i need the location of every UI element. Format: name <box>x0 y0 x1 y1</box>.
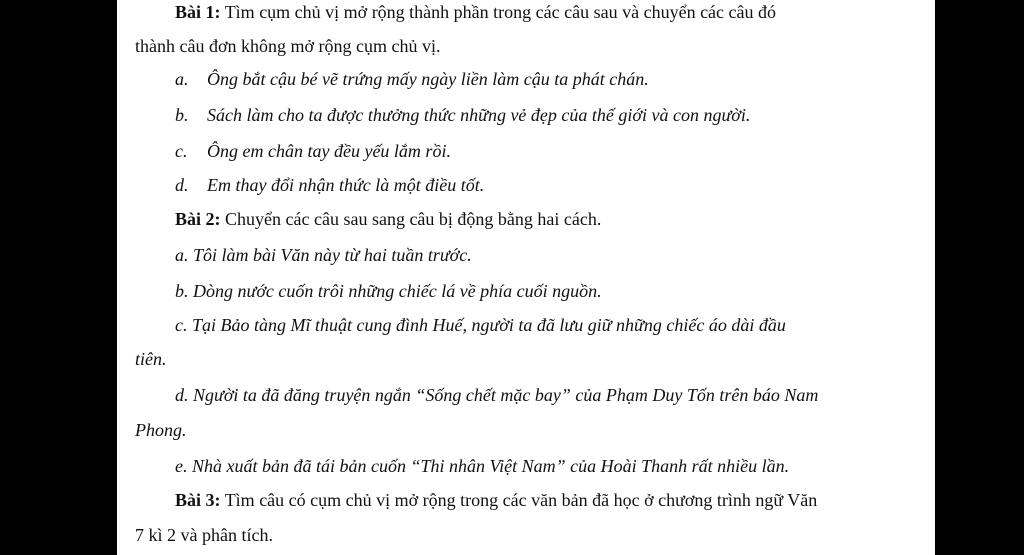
bai1-item-c <box>175 140 451 162</box>
bai2-heading-line <box>175 208 601 230</box>
bai2-item-e: e. Nhà xuất bản đã tái bản cuốn “Thi nhân Việt Nam” của Hoài Thanh rất nhiều lần. <box>175 456 790 476</box>
bai1-label: Bài 1: <box>175 2 221 22</box>
bai2-text: Chuyển các câu sau sang câu bị động bằng hai cách. <box>220 209 602 229</box>
bai1-item-b-marker: b. <box>175 105 189 125</box>
bai1-item-b <box>175 104 750 126</box>
document-page <box>117 0 935 555</box>
bai1-item-a-text: Ông bắt cậu bé vẽ trứng mấy ngày liền làm cậu ta phát chán. <box>207 69 649 89</box>
bai3-text-line2: 7 kì 2 và phân tích. <box>135 525 273 545</box>
bai3-heading-line <box>175 489 817 511</box>
bai1-item-c-marker: c. <box>175 141 188 161</box>
bai2-item-c-cont: tiên. <box>135 349 167 369</box>
bai2-item-b: b. Dòng nước cuốn trôi những chiếc lá về phía cuối nguồn. <box>175 281 602 301</box>
bai2-label: Bài 2: <box>175 209 221 229</box>
bai2-item-a: a. Tôi làm bài Văn này từ hai tuần trước. <box>175 245 472 265</box>
bai1-item-d-marker: d. <box>175 175 189 195</box>
bai1-item-a <box>175 68 649 90</box>
bai1-text-line2: thành câu đơn không mở rộng cụm chủ vị. <box>135 36 441 56</box>
bai1-item-d <box>175 174 484 196</box>
bai2-item-c: c. Tại Bảo tàng Mĩ thuật cung đình Huế, người ta đã lưu giữ những chiếc áo dài đầu <box>175 315 786 335</box>
bai1-heading-line <box>175 1 776 23</box>
bai3-label: Bài 3: <box>175 490 221 510</box>
bai1-text-line1: Tìm cụm chủ vị mở rộng thành phần trong các câu sau và chuyển các câu đó <box>220 2 777 22</box>
bai1-item-c-text: Ông em chân tay đều yếu lắm rồi. <box>207 141 451 161</box>
bai2-item-d-cont: Phong. <box>135 420 187 440</box>
bai1-item-d-text: Em thay đổi nhận thức là một điều tốt. <box>207 175 485 195</box>
bai1-item-b-text: Sách làm cho ta được thưởng thức những vẻ đẹp của thế giới và con người. <box>207 105 751 125</box>
bai2-item-d: d. Người ta đã đăng truyện ngắn “Sống chết mặc bay” của Phạm Duy Tốn trên báo Nam <box>175 385 819 405</box>
bai3-text-line1: Tìm câu có cụm chủ vị mở rộng trong các văn bản đã học ở chương trình ngữ Văn <box>220 490 818 510</box>
bai1-item-a-marker: a. <box>175 69 189 89</box>
